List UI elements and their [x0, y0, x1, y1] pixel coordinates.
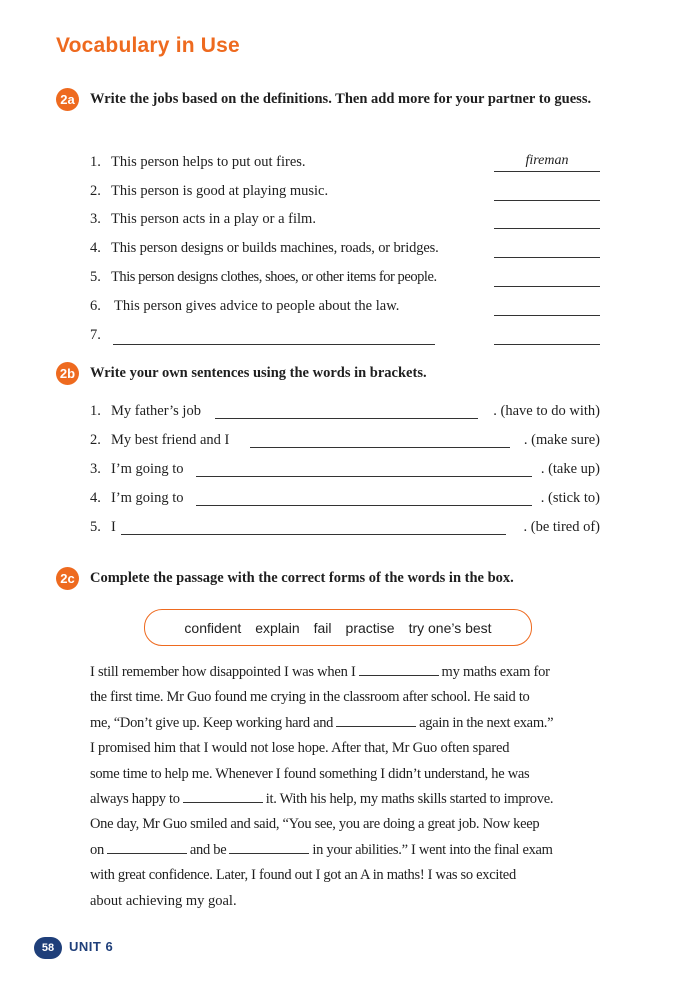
section-2a-instruction: Write the jobs based on the definitions. Then add more for your partner to guess.	[90, 91, 592, 107]
passage-blank[interactable]	[107, 839, 187, 854]
answer-text: fireman	[525, 153, 569, 168]
list-item	[90, 517, 600, 537]
sentence-blank[interactable]	[196, 476, 532, 477]
sentence-blank[interactable]	[196, 505, 532, 506]
passage-blank[interactable]	[183, 788, 263, 803]
answer-blank[interactable]	[494, 257, 600, 258]
list-item	[90, 152, 600, 172]
list-item	[90, 459, 600, 479]
sentence-start: I’m going to	[111, 490, 184, 506]
list-item	[90, 238, 600, 258]
sentence-hint: . (stick to)	[540, 490, 600, 506]
sentence-hint: . (take up)	[540, 461, 600, 477]
word-box-item: fail	[313, 619, 332, 636]
passage-blank[interactable]	[359, 661, 439, 676]
word-box-item: confident	[184, 619, 242, 636]
list-item	[90, 296, 600, 316]
list-item	[90, 267, 600, 287]
unit-label: UNIT 6	[69, 939, 114, 954]
item-number: 3.	[90, 211, 101, 227]
passage-line: One day, Mr Guo smiled and said, “You see, you are doing a great job. Now keep	[90, 816, 540, 833]
sentence-start: I	[111, 519, 116, 535]
passage-line: me, “Don’t give up. Keep working hard and again in the next exam.”	[90, 711, 602, 736]
definition-text: This person gives advice to people about the law.	[114, 298, 400, 314]
passage-line: the first time. Mr Guo found me crying in the classroom after school. He said to	[90, 689, 530, 706]
item-number: 5.	[90, 519, 101, 535]
list-item	[90, 181, 600, 201]
definition-text: This person designs clothes, shoes, or other items for people.	[111, 269, 437, 285]
passage	[90, 660, 602, 914]
list-item	[90, 401, 600, 421]
item-number: 6.	[90, 298, 101, 314]
section-badge-2b: 2b	[56, 362, 79, 385]
sentence-start: I’m going to	[111, 461, 184, 477]
definition-blank[interactable]	[113, 344, 435, 345]
item-number: 3.	[90, 461, 101, 477]
sentence-blank[interactable]	[121, 534, 506, 535]
definition-text: This person designs or builds machines, roads, or bridges.	[111, 240, 439, 256]
answer-blank[interactable]	[494, 315, 600, 316]
sentence-start: My best friend and I	[111, 432, 230, 448]
sentence-hint: . (be tired of)	[523, 519, 600, 535]
passage-line: about achieving my goal.	[90, 892, 237, 909]
word-box	[144, 609, 532, 646]
page-number-badge: 58	[34, 937, 62, 959]
word-box-item: try one’s best	[408, 619, 492, 636]
section-2c-instruction: Complete the passage with the correct forms of the words in the box.	[90, 570, 514, 586]
item-number: 5.	[90, 269, 101, 285]
item-number: 1.	[90, 403, 101, 419]
list-item	[90, 488, 600, 508]
item-number: 1.	[90, 154, 101, 170]
item-number: 4.	[90, 240, 101, 256]
section-2b-instruction: Write your own sentences using the words in brackets.	[90, 365, 427, 381]
answer-blank[interactable]	[494, 228, 600, 229]
page-title: Vocabulary in Use	[56, 34, 240, 57]
passage-line: some time to help me. Whenever I found something I didn’t understand, he was	[90, 765, 530, 782]
definition-text: This person is good at playing music.	[111, 183, 329, 199]
list-item	[90, 430, 600, 450]
passage-line: on and be in your abilities.” I went into the final exam	[90, 838, 602, 863]
answer-blank[interactable]	[494, 171, 600, 172]
item-number: 7.	[90, 327, 101, 343]
passage-line: with great confidence. Later, I found out I got an A in maths! I was so excited	[90, 867, 516, 884]
list-item	[90, 209, 600, 229]
passage-line: always happy to it. With his help, my maths skills started to improve.	[90, 787, 602, 812]
section-badge-2c: 2c	[56, 567, 79, 590]
word-box-item: practise	[345, 619, 395, 636]
list-item	[90, 325, 600, 345]
word-box-item: explain	[255, 619, 300, 636]
item-number: 2.	[90, 432, 101, 448]
sentence-hint: . (have to do with)	[493, 403, 600, 419]
passage-blank[interactable]	[229, 839, 309, 854]
answer-blank[interactable]	[494, 286, 600, 287]
sentence-blank[interactable]	[250, 447, 510, 448]
definition-text: This person acts in a play or a film.	[111, 211, 316, 227]
item-number: 2.	[90, 183, 101, 199]
sentence-blank[interactable]	[215, 418, 478, 419]
passage-blank[interactable]	[336, 712, 416, 727]
answer-blank[interactable]	[494, 344, 600, 345]
passage-line: I still remember how disappointed I was when I my maths exam for	[90, 660, 602, 685]
answer-blank[interactable]	[494, 200, 600, 201]
sentence-start: My father’s job	[111, 403, 201, 419]
passage-line: I promised him that I would not lose hope. After that, Mr Guo often spared	[90, 740, 510, 757]
sentence-hint: . (make sure)	[523, 432, 600, 448]
definition-text: This person helps to put out fires.	[111, 154, 306, 170]
item-number: 4.	[90, 490, 101, 506]
section-badge-2a: 2a	[56, 88, 79, 111]
